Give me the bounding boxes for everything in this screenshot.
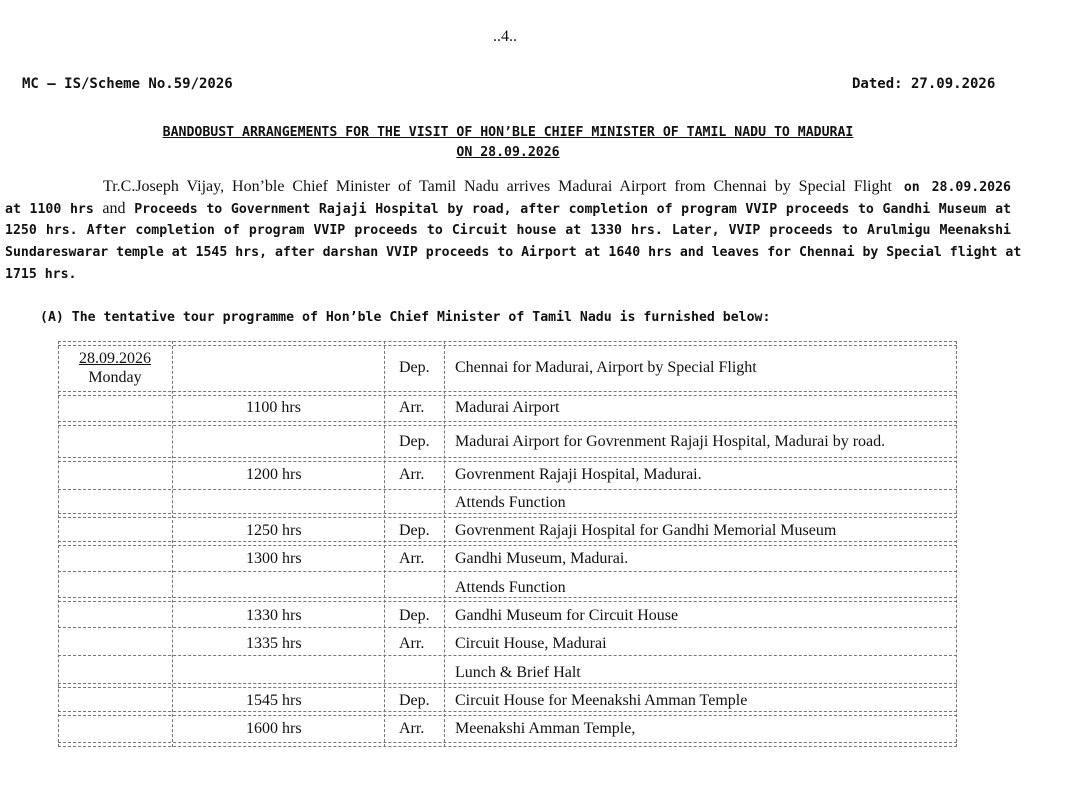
schedule-action: Dep. — [399, 359, 430, 376]
paragraph-line-3: 1250 hrs. After completion of program VVIP proceeds to Circuit house at 1330 hrs. Later, VVIP proceeds to Arulmigu Meenakshi — [5, 223, 1011, 238]
table-rule — [58, 421, 957, 422]
schedule-action: Dep. — [399, 607, 430, 624]
schedule-detail: Madurai Airport for Govrenment Rajaji Hospital, Madurai by road. — [455, 433, 886, 450]
table-rule — [58, 395, 957, 396]
table-rule — [58, 601, 957, 602]
table-rule — [58, 571, 957, 572]
schedule-detail: Attends Function — [455, 494, 566, 511]
schedule-time: 1335 hrs — [246, 635, 302, 652]
schedule-detail: Chennai for Madurai, Airport by Special Flight — [455, 359, 757, 376]
schedule-time: 1250 hrs — [246, 522, 302, 539]
schedule-action: Arr. — [399, 635, 425, 652]
table-rule — [58, 545, 957, 546]
table-column-rule — [444, 341, 445, 747]
paragraph-line-1 — [5, 176, 1011, 199]
schedule-time: 1545 hrs — [246, 692, 302, 709]
schedule-date-cell — [72, 349, 158, 387]
schedule-time: 1300 hrs — [246, 550, 302, 567]
table-rule — [58, 597, 957, 598]
table-column-rule — [58, 341, 59, 747]
schedule-time: 1200 hrs — [246, 466, 302, 483]
table-rule — [58, 425, 957, 426]
table-rule — [58, 489, 957, 490]
paragraph-text: and — [102, 200, 126, 217]
schedule-action: Arr. — [399, 550, 425, 567]
document-heading-line-2: ON 28.09.2026 — [456, 145, 560, 160]
table-column-rule — [384, 341, 385, 747]
paragraph-bold-text: Proceeds to Government Rajaji Hospital by road, after completion of program VVIP proceeds to Gandhi Museum at — [134, 202, 1011, 217]
table-rule — [58, 715, 957, 716]
table-column-rule — [172, 341, 173, 747]
schedule-detail: Govrenment Rajaji Hospital for Gandhi Memorial Museum — [455, 522, 837, 539]
table-rule — [58, 457, 957, 458]
schedule-action: Arr. — [399, 399, 425, 416]
schedule-day: Monday — [88, 369, 142, 386]
table-rule — [58, 513, 957, 514]
paragraph-line-4: Sundareswarar temple at 1545 hrs, after darshan VVIP proceeds to Airport at 1640 hrs and leaves for Chennai by Special flight at — [5, 245, 1022, 260]
tour-programme-table — [58, 341, 957, 747]
table-rule — [58, 746, 957, 747]
schedule-time: 1330 hrs — [246, 607, 302, 624]
table-rule — [58, 687, 957, 688]
paragraph-line-2 — [5, 198, 1011, 221]
schedule-action: Dep. — [399, 522, 430, 539]
table-rule — [58, 461, 957, 462]
table-column-rule — [956, 341, 957, 747]
schedule-detail: Meenakshi Amman Temple, — [455, 720, 636, 737]
table-rule — [58, 711, 957, 712]
table-rule — [58, 683, 957, 684]
schedule-detail: Circuit House, Madurai — [455, 635, 607, 652]
paragraph-bold-text: at 1100 hrs — [5, 202, 94, 217]
schedule-detail: Gandhi Museum, Madurai. — [455, 550, 629, 567]
reference-number: MC – IS/Scheme No.59/2026 — [22, 76, 233, 92]
document-date: Dated: 27.09.2026 — [852, 76, 996, 92]
schedule-detail: Govrenment Rajaji Hospital, Madurai. — [455, 466, 702, 483]
schedule-time: 1100 hrs — [246, 399, 301, 416]
schedule-detail: Circuit House for Meenakshi Amman Temple — [455, 692, 748, 709]
schedule-action: Arr. — [399, 466, 425, 483]
table-rule — [58, 627, 957, 628]
document-heading-line-1: BANDOBUST ARRANGEMENTS FOR THE VISIT OF HON’BLE CHIEF MINISTER OF TAMIL NADU TO MADURAI — [162, 125, 854, 140]
paragraph-text: Tr.C.Joseph Vijay, Hon’ble Chief Minister of Tamil Nadu arrives Madurai Airport from Chennai by Special Flight — [103, 178, 892, 195]
table-rule — [58, 345, 957, 346]
table-rule — [58, 541, 957, 542]
page-number: ..4.. — [493, 28, 517, 45]
schedule-time: 1600 hrs — [246, 720, 302, 737]
table-rule — [58, 655, 957, 656]
paragraph-bold-text: on 28.09.2026 — [903, 180, 1011, 195]
schedule-detail: Gandhi Museum for Circuit House — [455, 607, 679, 624]
schedule-detail: Attends Function — [455, 579, 566, 596]
table-rule — [58, 517, 957, 518]
schedule-date: 28.09.2026 — [79, 350, 151, 367]
section-title: (A) The tentative tour programme of Hon’ble Chief Minister of Tamil Nadu is furnished below: — [40, 310, 771, 325]
schedule-action: Dep. — [399, 692, 430, 709]
table-rule — [58, 391, 957, 392]
table-rule — [58, 341, 957, 342]
schedule-action: Dep. — [399, 433, 430, 450]
table-rule — [58, 742, 957, 743]
schedule-detail: Lunch & Brief Halt — [455, 664, 581, 681]
schedule-action: Arr. — [399, 720, 425, 737]
paragraph-line-5: 1715 hrs. — [5, 267, 77, 282]
schedule-detail: Madurai Airport — [455, 399, 560, 416]
